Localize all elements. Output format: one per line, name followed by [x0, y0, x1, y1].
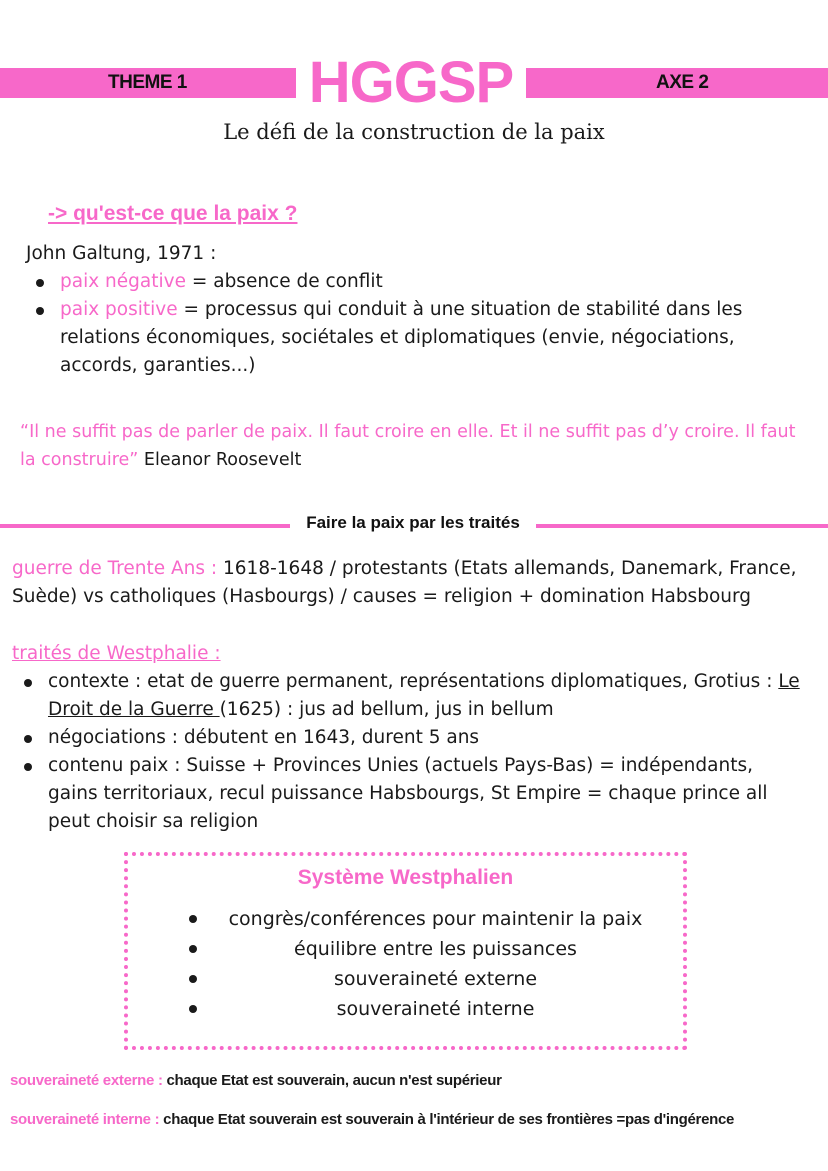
definition-text: chaque Etat est souverain, aucun n'est supérieur	[162, 1072, 502, 1089]
war-paragraph	[12, 555, 812, 611]
box-item-text: souveraineté externe	[333, 968, 538, 990]
bullet-icon	[189, 975, 197, 983]
list-term: paix positive	[60, 299, 178, 320]
list-term: paix négative	[60, 271, 186, 292]
list-item	[48, 668, 808, 724]
divider-line-right	[536, 524, 828, 528]
list-item: négociations : débutent en 1643, durent 5 ans	[48, 724, 808, 752]
definition-text: chaque Etat souverain est souverain à l'intérieur de ses frontières =pas d'ingérence	[159, 1111, 735, 1128]
logo-title: HGGSP	[308, 50, 514, 115]
box-item-text: souveraineté interne	[336, 998, 535, 1020]
box-list	[128, 904, 683, 1024]
bullet-icon	[189, 945, 197, 953]
book-title: Le Droit de la Guerre	[48, 671, 800, 720]
bullet-icon	[189, 1005, 197, 1013]
list-item	[128, 904, 683, 934]
divider-line-left	[0, 524, 290, 528]
war-term: guerre de Trente Ans :	[12, 558, 218, 579]
list-item	[60, 296, 780, 380]
peace-heading: -> qu'est-ce que la paix ?	[48, 202, 298, 225]
author-line: John Galtung, 1971 :	[26, 243, 217, 264]
list-item: contenu paix : Suisse + Provinces Unies (actuels Pays-Bas) = indépendants, gains territoriaux, recul puissance Habsbourgs, St Empire = chaque prince all peut choisir sa religion	[48, 752, 808, 836]
box-item-text: équilibre entre les puissances	[294, 938, 577, 960]
treaty-list	[48, 668, 808, 836]
definition-internal	[10, 1111, 734, 1128]
list-text: = absence de conflit	[185, 271, 383, 292]
quote-block	[20, 418, 810, 474]
war-text: 1618-1648 / protestants (Etats allemands, Danemark, France, Suède) vs catholiques (Hasbourgs) / causes = religion + domination Habsbourg	[12, 558, 797, 607]
definition-external	[10, 1072, 502, 1089]
westphalian-box	[124, 852, 687, 1050]
section-title: Faire la paix par les traités	[306, 513, 520, 532]
list-item	[128, 964, 683, 994]
definition-term: souveraineté interne :	[10, 1111, 160, 1128]
list-item	[128, 934, 683, 964]
axe-band	[526, 68, 828, 98]
page-subtitle: Le défi de la construction de la paix	[223, 120, 605, 144]
box-title: Système Westphalien	[297, 866, 514, 889]
quote-author: Eleanor Roosevelt	[138, 450, 302, 470]
quote-text: “Il ne suffit pas de parler de paix. Il faut croire en elle. Et il ne suffit pas d’y croire. Il faut la construire”	[20, 422, 796, 470]
bullet-icon	[189, 915, 197, 923]
list-text: = processus qui conduit à une situation de stabilité dans les relations économiques, sociétales et diplomatiques (envie, négociations, accords, garanties...)	[60, 299, 743, 376]
axe-label: AXE 2	[656, 72, 709, 93]
theme-label: THEME 1	[108, 72, 187, 93]
definition-term: souveraineté externe :	[10, 1072, 163, 1089]
treaty-heading: traités de Westphalie :	[12, 643, 221, 664]
context-prefix: contexte : etat de guerre permanent, représentations diplomatiques, Grotius :	[48, 671, 779, 692]
box-item-text: congrès/conférences pour maintenir la paix	[228, 908, 643, 930]
context-suffix: (1625) : jus ad bellum, jus in bellum	[219, 699, 554, 720]
list-item	[60, 268, 780, 296]
theme-band	[0, 68, 296, 98]
peace-list	[60, 268, 780, 380]
list-item	[128, 994, 683, 1024]
